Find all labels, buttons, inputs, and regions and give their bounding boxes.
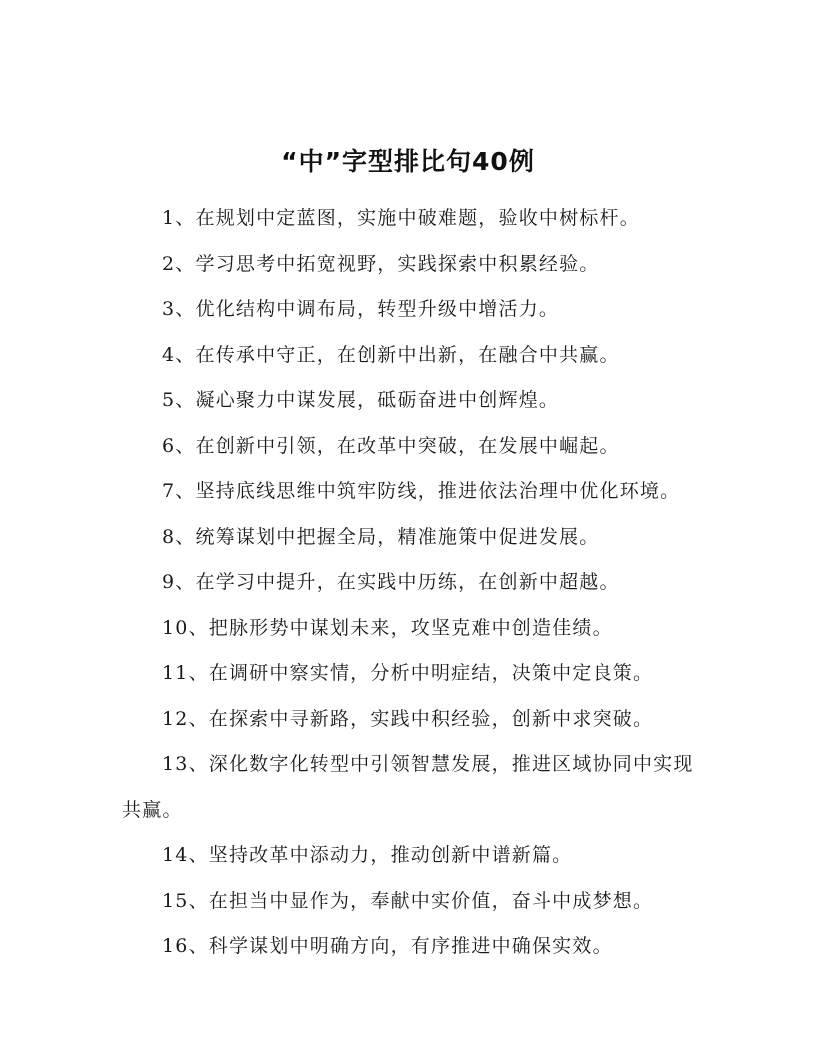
list-item: 5、凝心聚力中谋发展，砥砺奋进中创辉煌。 — [162, 389, 560, 411]
list-item: 15、在担当中显作为，奉献中实价值，奋斗中成梦想。 — [162, 889, 654, 912]
list-item: 8、统筹谋划中把握全局，精准施策中促进发展。 — [162, 525, 600, 548]
list-item: 16、科学谋划中明确方向，有序推进中确保实效。 — [162, 935, 613, 957]
item-list — [122, 196, 700, 970]
list-item: 7、坚持底线思维中筑牢防线，推进依法治理中优化环境。 — [162, 480, 681, 502]
list-item: 2、学习思考中拓宽视野，实践探索中积累经验。 — [162, 252, 600, 275]
list-item: 12、在探索中寻新路，实践中积经验，创新中求突破。 — [162, 707, 654, 730]
list-item: 1、在规划中定蓝图，实施中破难题，验收中树标杆。 — [162, 207, 640, 229]
list-item: 9、在学习中提升，在实践中历练，在创新中超越。 — [162, 571, 620, 593]
list-item: 4、在传承中守正，在创新中出新，在融合中共赢。 — [162, 343, 620, 366]
list-item: 11、在调研中察实情，分析中明症结，决策中定良策。 — [162, 662, 654, 684]
list-item: 6、在创新中引领，在改革中突破，在发展中崛起。 — [162, 434, 620, 457]
list-item: 14、坚持改革中添动力，推动创新中谱新篇。 — [162, 844, 573, 866]
list-item: 3、优化结构中调布局，转型升级中增活力。 — [162, 298, 560, 320]
document-title: “中”字型排比句40例 — [281, 147, 535, 176]
list-item: 10、把脉形势中谋划未来，攻坚克难中创造佳绩。 — [162, 616, 613, 639]
list-item: 13、深化数字化转型中引领智慧发展，推进区域协同中实现共赢。 — [122, 753, 694, 821]
